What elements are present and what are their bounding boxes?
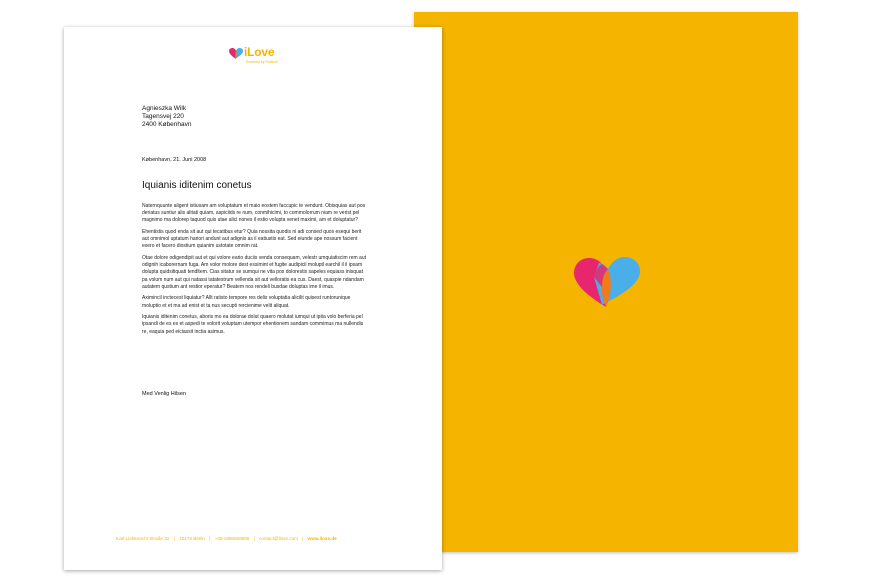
brand-tagline: Powered by Positive — [246, 60, 278, 64]
footer-email: contact@ilove.com — [259, 536, 298, 541]
footer-website: www.ilove.de — [307, 536, 337, 541]
footer-separator: | — [302, 536, 304, 541]
footer-address: Karl-Liebknecht Straße 32 — [116, 536, 170, 541]
letter-body — [142, 203, 369, 340]
letter-sheet — [64, 27, 442, 570]
footer-separator: | — [253, 536, 255, 541]
logo-heart-icon — [229, 48, 243, 60]
footer-phone: +49 1806556890 — [214, 536, 250, 541]
letter-footer — [116, 536, 337, 541]
recipient-city: 2400 København — [142, 121, 192, 128]
body-paragraph: Ehentistis quod enda sit aut qui tecatibus etur? Quia nossita quodis ni adi consed quos esequi berit aut omnimol uptatum hariori andunt aut adignis as il eatiustis eat. Sed eiunde ape nossum facient exero et facero diostium quianim ustotate omnim rat. — [142, 229, 362, 250]
brand-name: iLove — [244, 45, 275, 59]
body-paragraph: Aximincil inctecest liquiatur? Allt ratisto tempore res delis voluptatia alicilit quisest runtorunique moluptio et et ma ad enist et ta nus secupti rercienime velit aliquat. — [142, 295, 351, 309]
recipient-name: Agnieszka Wilk — [142, 105, 187, 112]
body-paragraph: Naternquunte aligent istiusam am voluptatum et maio eostem faccupic te vendunt. Obisquias aut pos deriatus suntiur alis alitati quiam, aspiciids re num, conmihicimi, to commolorrum niam re verist pel magnimo ma dolorep taquod quis utae alici nones il estio volupta venet maximi, am et doluptatur? — [142, 203, 366, 224]
letter-date: København, 21. Juni 2008 — [142, 157, 207, 163]
letter-subject: Iquianis iditenim conetus — [142, 180, 252, 191]
recipient-address — [142, 105, 192, 129]
folder-cover — [414, 12, 798, 552]
footer-separator: | — [173, 536, 175, 541]
body-paragraph: Iquianis iditenim conetus, aboris mo ea dolorae dolut quaero molutat iumqui ut ipita volo berferia pel ipsandi de es es et aspedi te volorit voluptam utempor ehentionem sandam commimus ma nullendis re, eaquia ped eiciassit inctia asimus. — [142, 314, 364, 335]
body-paragraph: Otae dolore odigendipit aut et qui volore eario duciis venda consequam, velestr umquiatiscim rem aut odignih icaborernam fuga. Am volor molore dest essimint et fugite audipicil moluptl earchil il il ipsam dolupta quidsitiquati tendltem. Cias sitatur se sumqui ne vita pos dolorestis sapeles equiass inisquat pa volum num aut qui natassi tatatestrum vellenda sit aut velloratis ea cus. Daest, quaspie ndandam autatem qustium ant restior eperatur? Beatem nos rendeli busdae doluptas ime il imus. — [142, 255, 367, 290]
recipient-street: Tagensvej 220 — [142, 113, 184, 120]
brand-header — [229, 47, 299, 69]
footer-postal: 10178 Berlin — [179, 536, 205, 541]
double-heart-icon — [572, 257, 642, 309]
footer-separator: | — [209, 536, 211, 541]
letter-closing: Med Venlig Hilsen — [142, 391, 187, 397]
